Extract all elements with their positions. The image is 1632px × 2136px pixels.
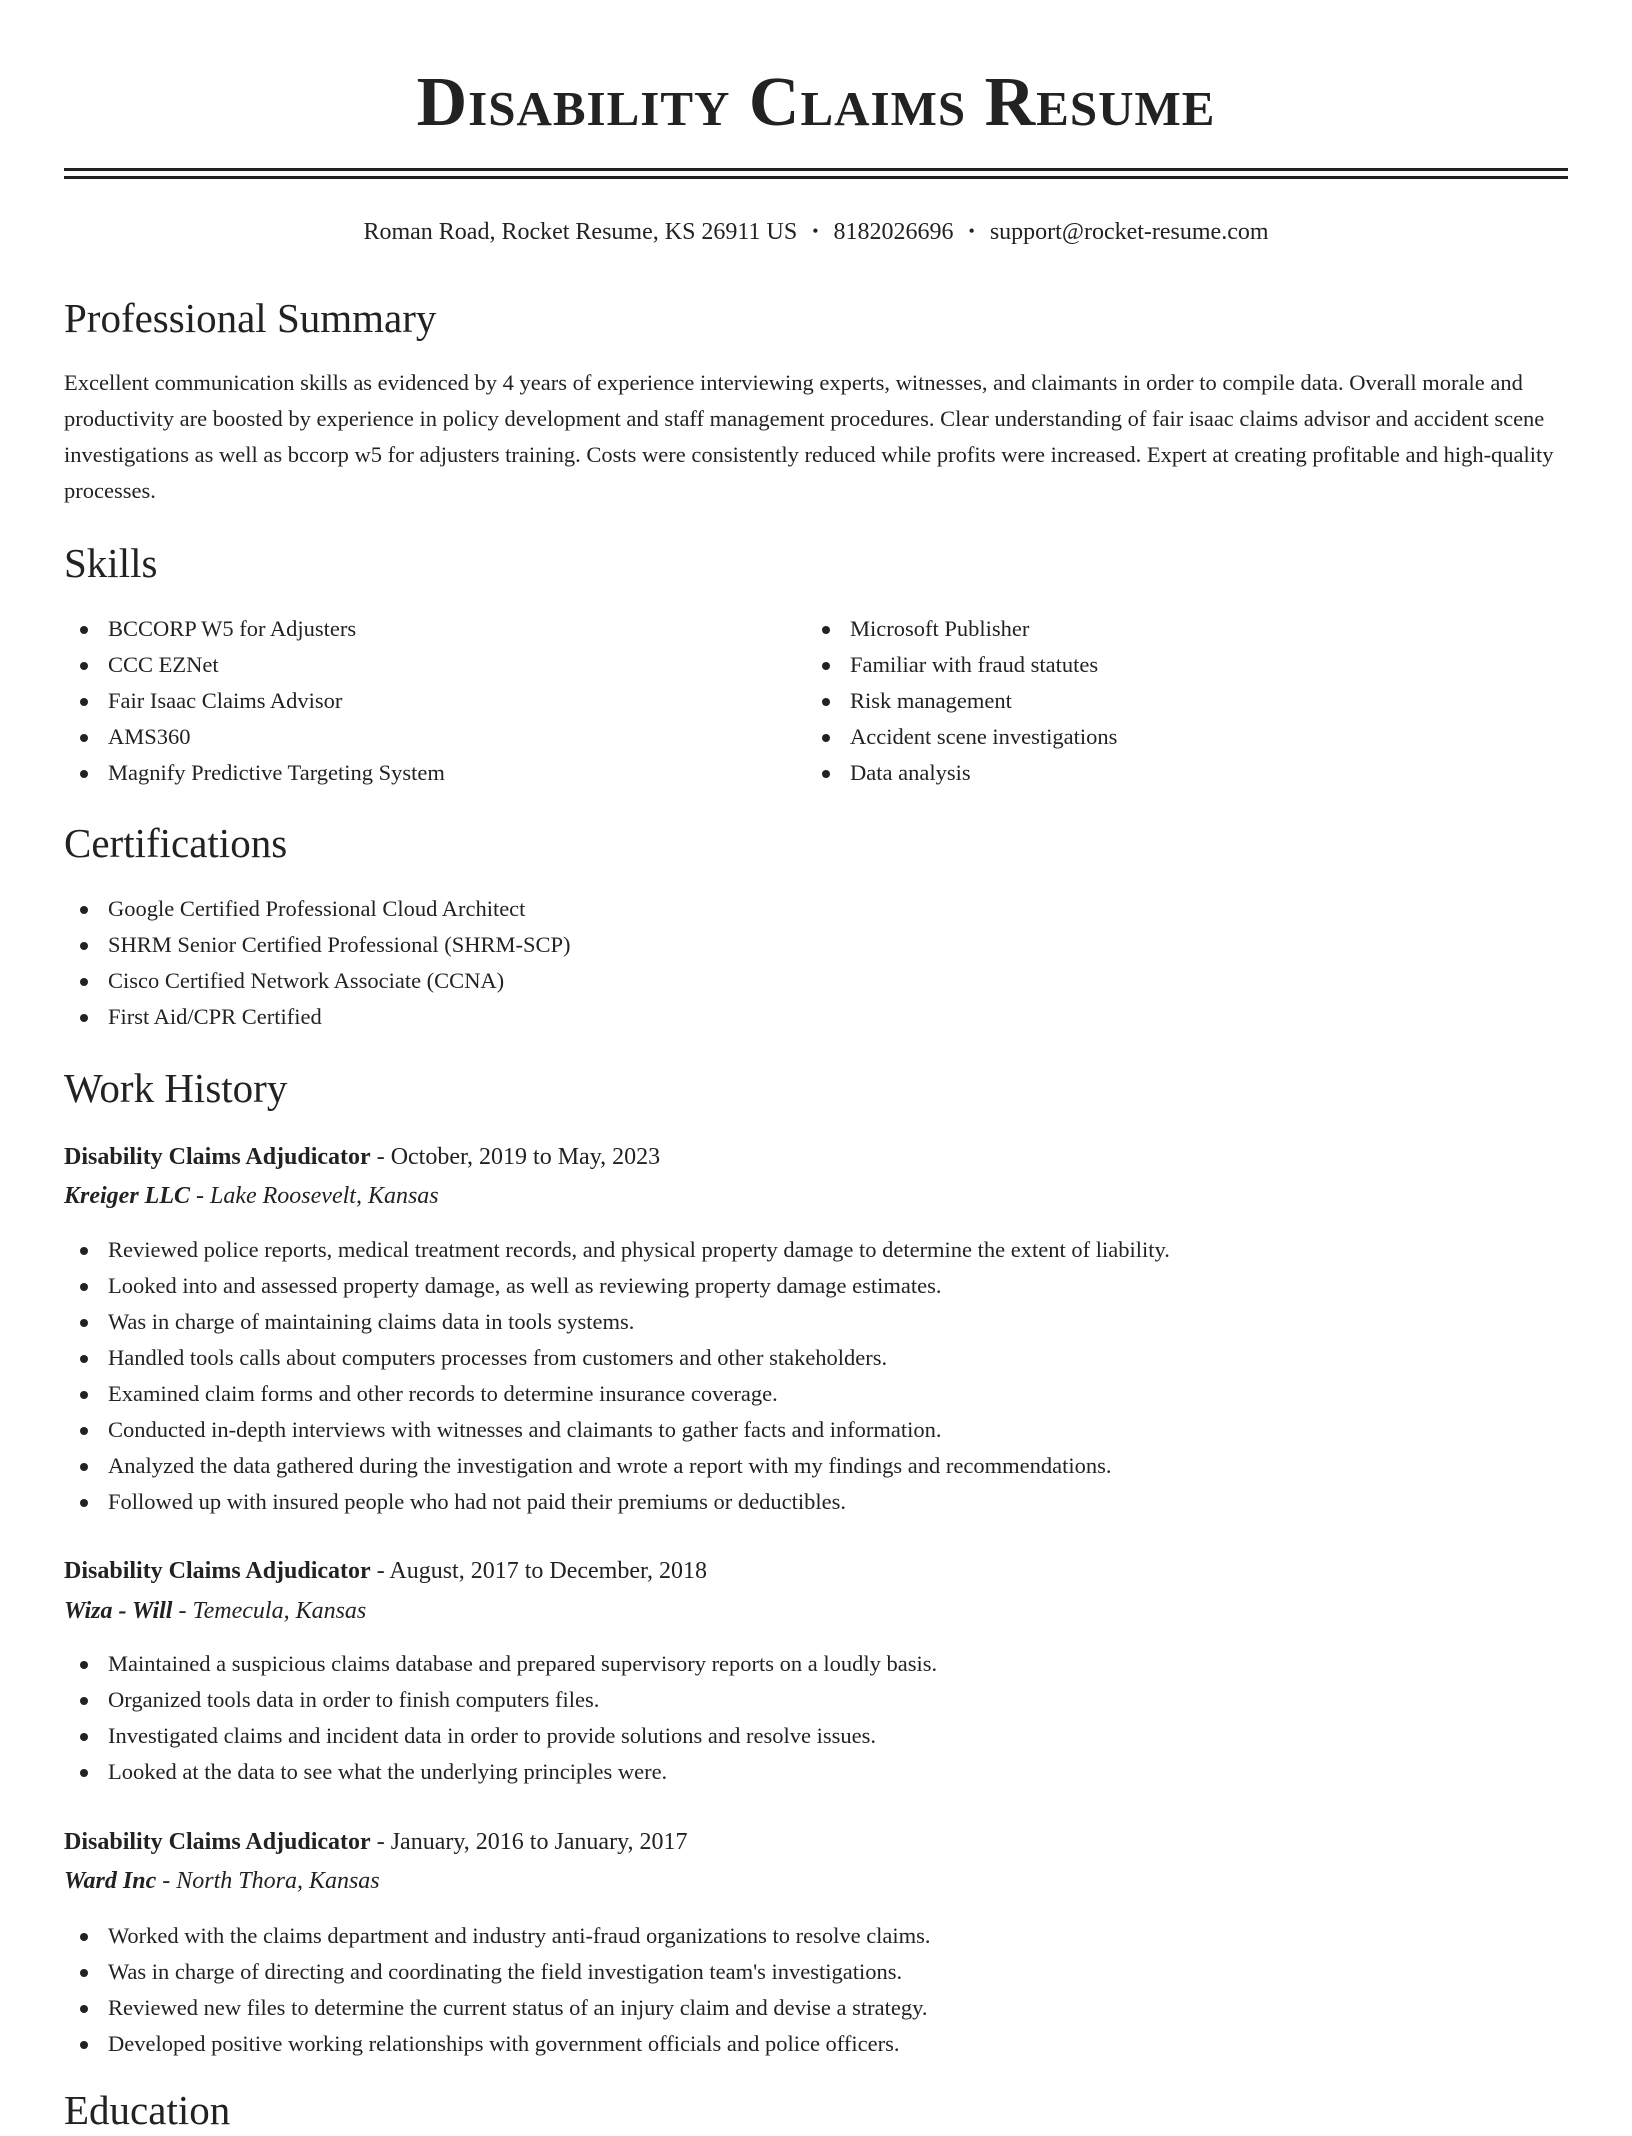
job-title: Disability Claims Adjudicator [64, 1144, 371, 1170]
skill-item: Risk management [806, 683, 1546, 719]
job-duty: Conducted in-depth interviews with witnesses and claimants to gather facts and information. [64, 1412, 1568, 1448]
contact-email: support@rocket-resume.com [989, 219, 1269, 245]
job-duty: Examined claim forms and other records to determine insurance coverage. [64, 1376, 1568, 1412]
summary-text: Excellent communication skills as evidenced by 4 years of experience interviewing experts, witnesses, and claimants in order to compile data. Overall morale and productivity are boosted by experience in policy development and staff management procedures. Clear understanding of fair isaac claims advisor and accident scene investigations as well as bccorp w5 for adjusters training. Costs were consistently reduced while profits were increased. Expert at creating profitable and high-quality processes. [64, 370, 1554, 503]
job-duty: Handled tools calls about computers processes from customers and other stakeholders. [64, 1340, 1568, 1376]
contact-phone: 8182026696 [833, 219, 954, 245]
work-history-heading: Work History [64, 1065, 288, 1111]
job-duties-list [64, 1646, 1568, 1790]
skill-item: Accident scene investigations [806, 719, 1546, 755]
certification-item: First Aid/CPR Certified [64, 999, 1568, 1035]
job-duty: Worked with the claims department and industry anti-fraud organizations to resolve claims. [64, 1918, 1568, 1954]
job-duties-list [64, 1232, 1568, 1520]
skill-item: CCC EZNet [64, 647, 804, 683]
job-dates: - August, 2017 to December, 2018 [370, 1558, 708, 1584]
job-company-line [64, 1178, 439, 1214]
skills-list-left [64, 611, 804, 791]
job-dates: - October, 2019 to May, 2023 [370, 1144, 661, 1170]
education-heading: Education [64, 2087, 231, 2133]
job-duty: Followed up with insured people who had not paid their premiums or deductibles. [64, 1484, 1568, 1520]
job-company-line [64, 1593, 366, 1629]
job-location: - Temecula, Kansas [172, 1598, 367, 1624]
contact-address: Roman Road, Rocket Resume, KS 26911 US [363, 219, 798, 245]
job-duty: Reviewed new files to determine the current status of an injury claim and devise a strategy. [64, 1990, 1568, 2026]
skill-item: BCCORP W5 for Adjusters [64, 611, 804, 647]
job-dates: - January, 2016 to January, 2017 [370, 1829, 688, 1855]
job-location: - Lake Roosevelt, Kansas [190, 1183, 439, 1209]
skill-item: AMS360 [64, 719, 804, 755]
job-title: Disability Claims Adjudicator [64, 1829, 371, 1855]
job-title: Disability Claims Adjudicator [64, 1558, 371, 1584]
job-duty: Was in charge of maintaining claims data in tools systems. [64, 1304, 1568, 1340]
job-location: - North Thora, Kansas [156, 1868, 380, 1894]
certifications-heading: Certifications [64, 820, 288, 866]
job-company: Wiza - Will [64, 1598, 173, 1624]
skill-item: Microsoft Publisher [806, 611, 1546, 647]
certifications-list [64, 891, 1568, 1035]
contact-separator: • [812, 221, 819, 241]
title-rule-top [64, 168, 1568, 171]
job-company-line [64, 1863, 380, 1899]
certification-item: Cisco Certified Network Associate (CCNA) [64, 963, 1568, 999]
job-duty: Reviewed police reports, medical treatment records, and physical property damage to determine the extent of liability. [64, 1232, 1568, 1268]
job-duty: Was in charge of directing and coordinating the field investigation team's investigations. [64, 1954, 1568, 1990]
skill-item: Fair Isaac Claims Advisor [64, 683, 804, 719]
skills-list-right [806, 611, 1546, 791]
certification-item: SHRM Senior Certified Professional (SHRM-SCP) [64, 927, 1568, 963]
skill-item: Familiar with fraud statutes [806, 647, 1546, 683]
job-title-line [64, 1824, 688, 1860]
job-duty: Looked into and assessed property damage, as well as reviewing property damage estimates. [64, 1268, 1568, 1304]
job-duty: Developed positive working relationships with government officials and police officers. [64, 2026, 1568, 2062]
job-duty: Investigated claims and incident data in order to provide solutions and resolve issues. [64, 1718, 1568, 1754]
summary-heading: Professional Summary [64, 295, 437, 341]
skill-item: Data analysis [806, 755, 1546, 791]
resume-title: Disability Claims Resume [416, 64, 1216, 141]
job-company: Ward Inc [64, 1868, 157, 1894]
job-company: Kreiger LLC [64, 1183, 190, 1209]
job-duty: Maintained a suspicious claims database and prepared supervisory reports on a loudly basis. [64, 1646, 1568, 1682]
skill-item: Magnify Predictive Targeting System [64, 755, 804, 791]
job-duty: Looked at the data to see what the underlying principles were. [64, 1754, 1568, 1790]
job-duties-list [64, 1918, 1568, 2062]
title-rule-bottom [64, 176, 1568, 179]
job-duty: Organized tools data in order to finish computers files. [64, 1682, 1568, 1718]
contact-line [64, 213, 1568, 250]
skills-heading: Skills [64, 540, 158, 586]
certification-item: Google Certified Professional Cloud Architect [64, 891, 1568, 927]
contact-separator: • [968, 221, 975, 241]
job-title-line [64, 1553, 707, 1589]
job-duty: Analyzed the data gathered during the investigation and wrote a report with my findings and recommendations. [64, 1448, 1568, 1484]
job-title-line [64, 1139, 660, 1175]
